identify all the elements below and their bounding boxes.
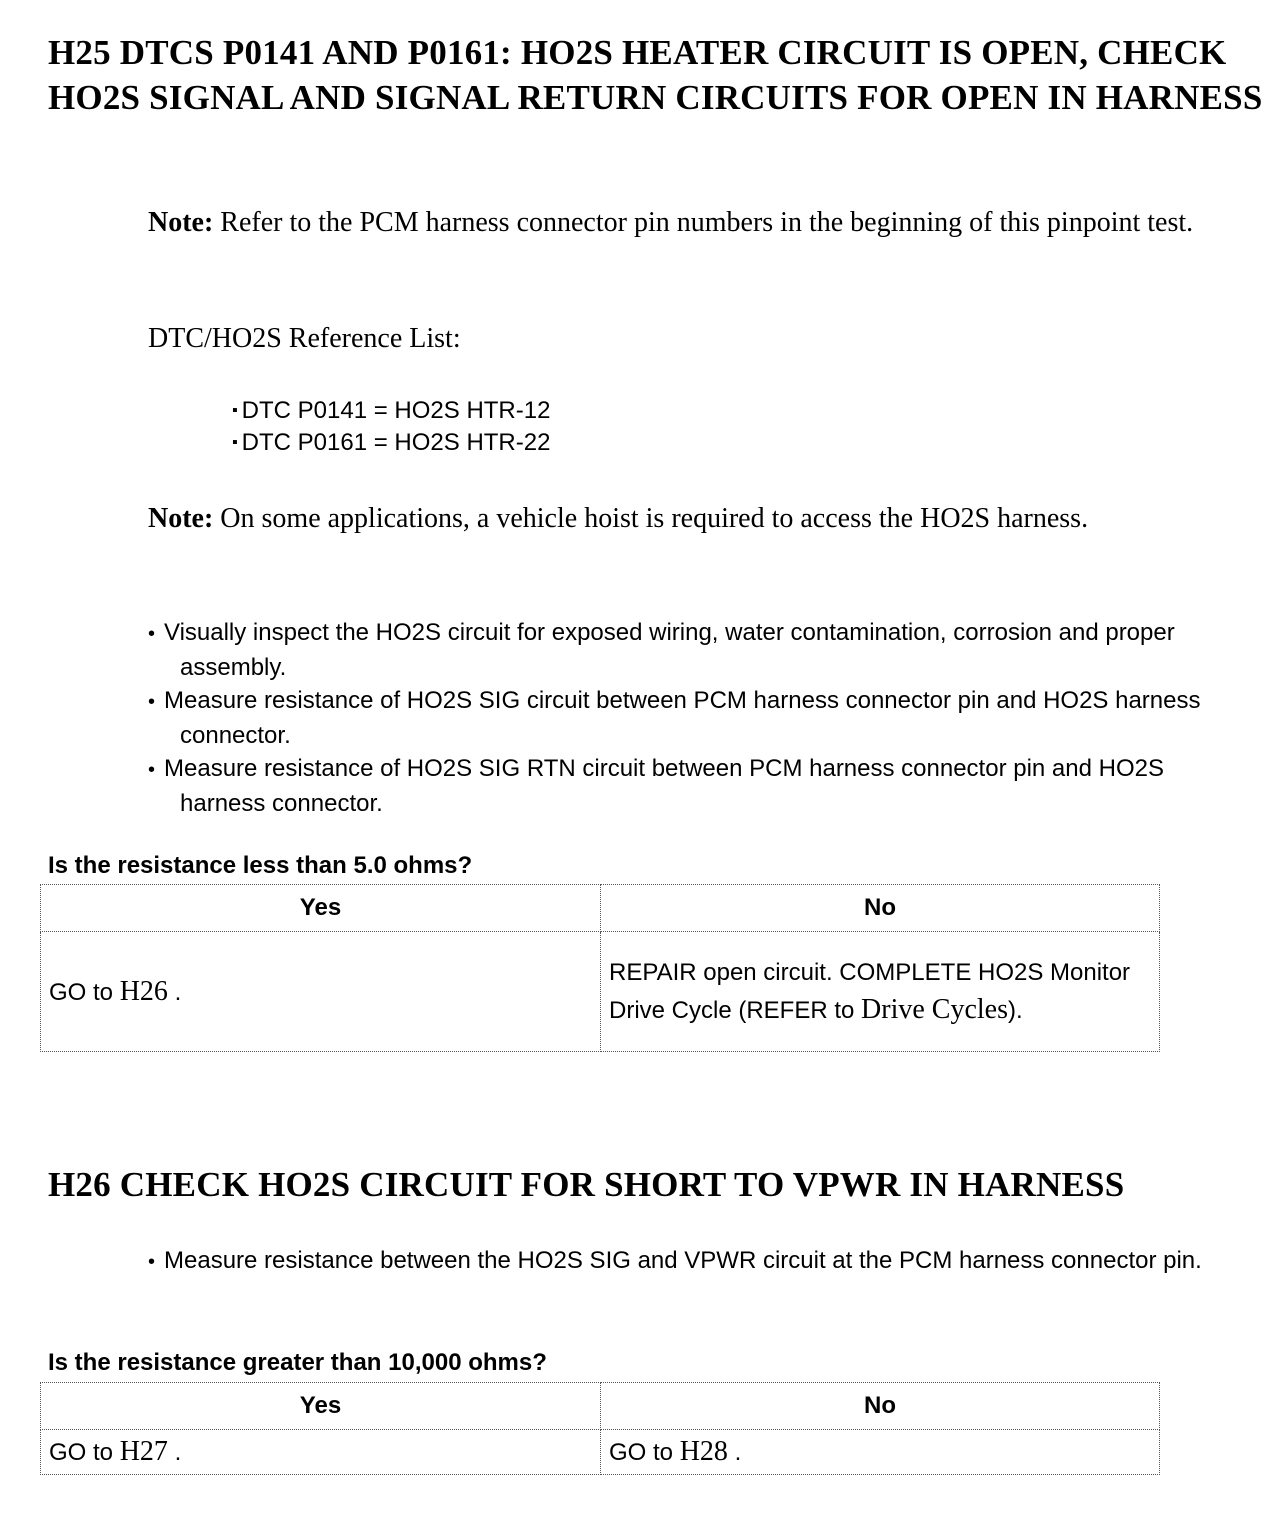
- yes-header: Yes: [41, 885, 601, 932]
- link-drive-cycles[interactable]: Drive Cycles: [861, 994, 1009, 1025]
- table-row: [41, 1430, 1160, 1475]
- yes-header: Yes: [41, 1383, 601, 1430]
- note-pin-numbers: [148, 204, 1228, 242]
- reference-list-item: ▪ DTC P0161 = HO2S HTR-22: [232, 427, 550, 459]
- note-text: On some applications, a vehicle hoist is required to access the HO2S harness.: [213, 503, 1089, 534]
- h25-answer-table: [40, 884, 1160, 1052]
- no-header: No: [601, 1383, 1160, 1430]
- reference-list-title: DTC/HO2S Reference List:: [148, 323, 461, 354]
- h26-question: Is the resistance greater than 10,000 ohms?: [48, 1349, 547, 1376]
- h25-title: H25 DTCS P0141 AND P0161: HO2S HEATER CIRCUIT IS OPEN, CHECK HO2S SIGNAL AND SIGNAL RETURN CIRCUITS FOR OPEN IN HARNESS: [48, 33, 1263, 117]
- reference-list-item: ▪ DTC P0141 = HO2S HTR-12: [232, 395, 550, 427]
- table-header-row: [41, 885, 1160, 932]
- h26-answer-table: [40, 1382, 1160, 1475]
- table-header-row: [41, 1383, 1160, 1430]
- link-h28[interactable]: H28: [679, 1436, 728, 1467]
- yes-cell: GO to H26 .: [41, 932, 601, 1052]
- step-item: • Measure resistance of HO2S SIG RTN circuit between PCM harness connector pin and HO2S harness connector.: [132, 752, 1252, 820]
- h25-step-list: [132, 616, 1252, 820]
- no-cell: REPAIR open circuit. COMPLETE HO2S Monitor Drive Cycle (REFER to Drive Cycles).: [601, 932, 1160, 1052]
- no-header: No: [601, 885, 1160, 932]
- yes-cell: GO to H27 .: [41, 1430, 601, 1475]
- note-vehicle-hoist: [148, 500, 1228, 538]
- note-text: Refer to the PCM harness connector pin numbers in the beginning of this pinpoint test.: [213, 207, 1194, 238]
- h26-title: H26 CHECK HO2S CIRCUIT FOR SHORT TO VPWR IN HARNESS: [48, 1165, 1125, 1204]
- h26-step-list: [132, 1244, 1252, 1279]
- no-cell: GO to H28 .: [601, 1430, 1160, 1475]
- note-label: Note:: [148, 503, 214, 534]
- table-row: [41, 932, 1160, 1052]
- link-h27[interactable]: H27: [119, 1436, 168, 1467]
- reference-list: [232, 395, 550, 459]
- step-item: • Visually inspect the HO2S circuit for exposed wiring, water contamination, corrosion and proper assembly.: [132, 616, 1252, 684]
- h25-question: Is the resistance less than 5.0 ohms?: [48, 852, 473, 879]
- note-label: Note:: [148, 207, 214, 238]
- step-item: • Measure resistance of HO2S SIG circuit between PCM harness connector pin and HO2S harness connector.: [132, 684, 1252, 752]
- link-h26[interactable]: H26: [119, 975, 168, 1007]
- step-item: • Measure resistance between the HO2S SIG and VPWR circuit at the PCM harness connector pin.: [132, 1244, 1252, 1279]
